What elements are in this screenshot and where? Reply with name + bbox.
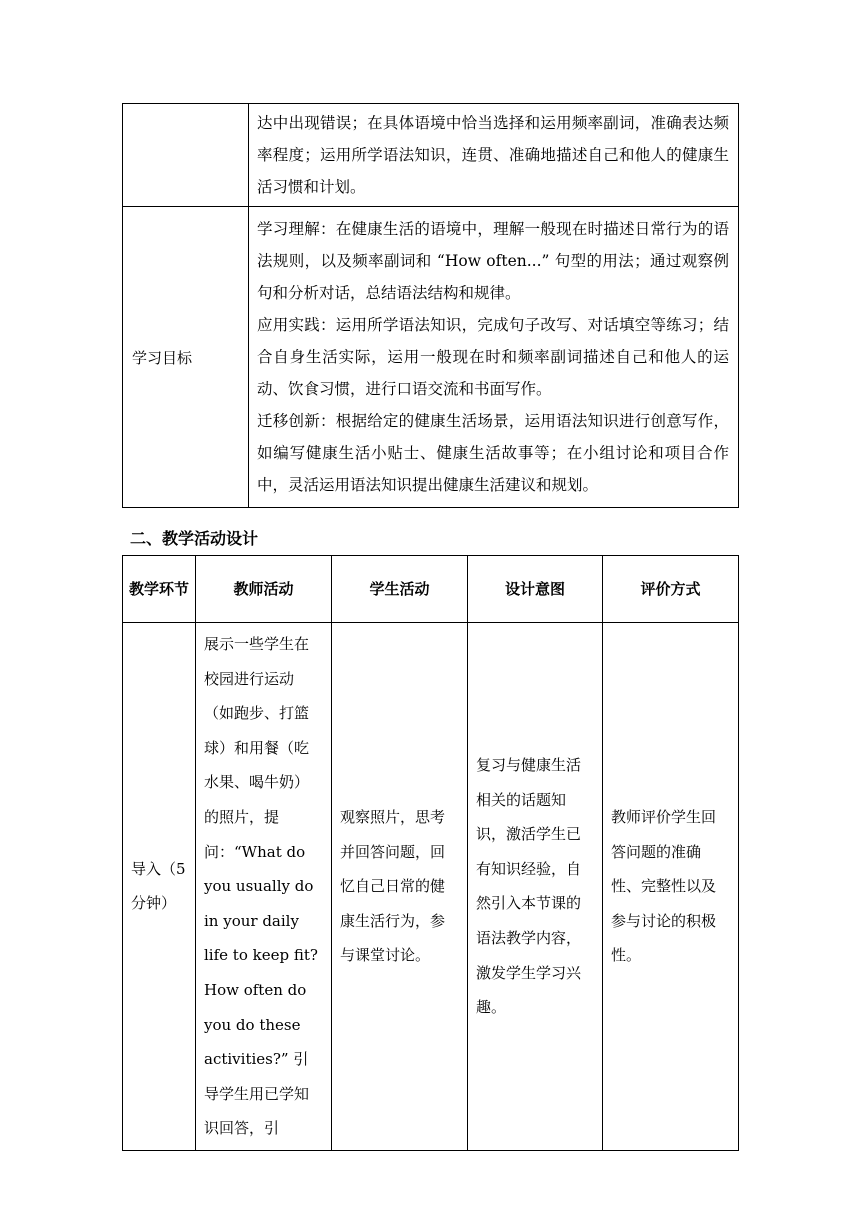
design-intent-cell: 复习与健康生活相关的话题知识，激活学生已有知识经验，自然引入本节课的语法教学内容，激发学生学习兴趣。 [468,623,603,1151]
goal-innovation: 迁移创新：根据给定的健康生活场景，运用语法知识进行创意写作，如编写健康生活小贴士、健康生活故事等；在小组讨论和项目合作中，灵活运用语法知识提出健康生活建议和规划。 [257,412,729,494]
section-title: 二、教学活动设计 [130,529,259,548]
header-evaluation: 评价方式 [603,556,739,623]
header-row [123,556,739,623]
table-row [123,104,739,207]
table-row [123,623,739,1151]
learning-goals-content [249,207,739,508]
header-student-activity: 学生活动 [332,556,468,623]
activity-design-table [122,555,739,1151]
header-design-intent: 设计意图 [468,556,603,623]
header-stage: 教学环节 [123,556,196,623]
student-activity-cell: 观察照片，思考并回答问题，回忆自己日常的健康生活行为，参与课堂讨论。 [332,623,468,1151]
teacher-activity-cell: 展示一些学生在校园进行运动（如跑步、打篮球）和用餐（吃水果、喝牛奶）的照片，提问：“What do you usually do in your daily life to keep fit? How often do you do these activities?” 引导学生用已学知识回答，引 [196,623,332,1151]
learning-goals-table [122,103,739,508]
learning-goals-label: 学习目标 [123,207,249,508]
stage-cell: 导入（5分钟） [123,623,196,1151]
goal-understanding: 学习理解：在健康生活的语境中，理解一般现在时描述日常行为的语法规则，以及频率副词和 “How often...” 句型的用法；通过观察例句和分析对话，总结语法结构和规律。 [257,220,729,302]
header-teacher-activity: 教师活动 [196,556,332,623]
goal-practice: 应用实践：运用所学语法知识，完成句子改写、对话填空等练习；结合自身生活实际，运用一般现在时和频率副词描述自己和他人的运动、饮食习惯，进行口语交流和书面写作。 [257,316,729,398]
goal-continuation-cell: 达中出现错误；在具体语境中恰当选择和运用频率副词，准确表达频率程度；运用所学语法知识，连贯、准确地描述自己和他人的健康生活习惯和计划。 [249,104,739,207]
table-row [123,207,739,508]
evaluation-cell: 教师评价学生回答问题的准确性、完整性以及参与讨论的积极性。 [603,623,739,1151]
empty-label-cell [123,104,249,207]
